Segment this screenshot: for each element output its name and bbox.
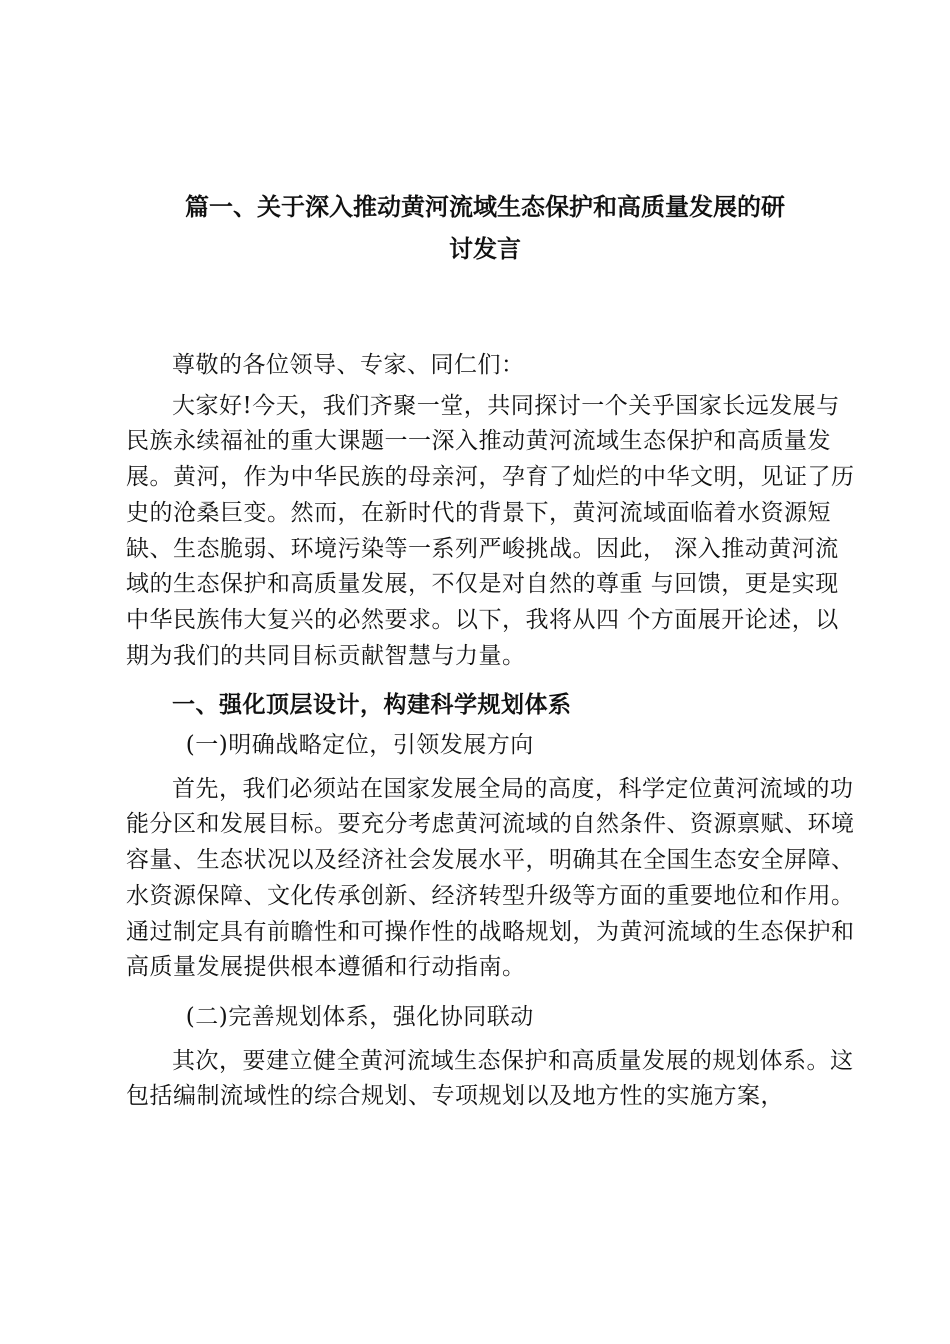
greeting-paragraph: 尊敬的各位领导、专家、同仁们： [172,352,525,378]
intro-paragraph: 大家好!今天，我们齐聚一堂，共同探讨一个关乎国家长远发展与民族永续福祉的重大课题一一深入推动黄河流域生态保护和高质量发展。黄河，作为中华民族的母亲河，孕育了灿烂的中华文明，见证了历史的沧桑巨变。然而，在新时代的背景下，黄河流域面临着水资源短缺、生态脆弱、环境污染等一系列严峻挑战。因此， 深入推动黄河流域的生态保护和高质量发展，不仅是对自然的尊重 与回馈，更是实现中华民族伟大复兴的必然要求。以下，我将从四 个方面展开论述，以期为我们的共同目标贡献智慧与力量。 [126,392,855,669]
title-line-1: 篇一、关于深入推动黄河流域生态保护和高质量发展的研 [185,193,785,221]
document-body [126,348,856,1115]
subsection-2-paragraph: 其次，要建立健全黄河流域生态保护和高质量发展的规划体系。这包括编制流域性的综合规划、专项规划以及地方性的实施方案， [126,1047,854,1110]
subsection-2-heading: (二)完善规划体系，强化协同联动 [185,1003,534,1030]
section-1-heading: 一、强化顶层设计，构建科学规划体系 [172,692,572,719]
title-line-2: 讨发言 [449,235,521,263]
document-title [150,186,820,270]
subsection-1-heading: (一)明确战略定位，引领发展方向 [185,732,534,759]
subsection-1-paragraph: 首先，我们必须站在国家发展全局的高度，科学定位黄河流域的功能分区和发展目标。要充分考虑黄河流域的自然条件、资源禀赋、环境容量、生态状况以及经济社会发展水平，明确其在全国生态安全屏障、水资源保障、文化传承创新、经济转型升级等方面的重要地位和作用。通过制定具有前瞻性和可操作性的战略规划，为黄河流域的生态保护和高质量发展提供根本遵循和行动指南。 [126,775,855,981]
